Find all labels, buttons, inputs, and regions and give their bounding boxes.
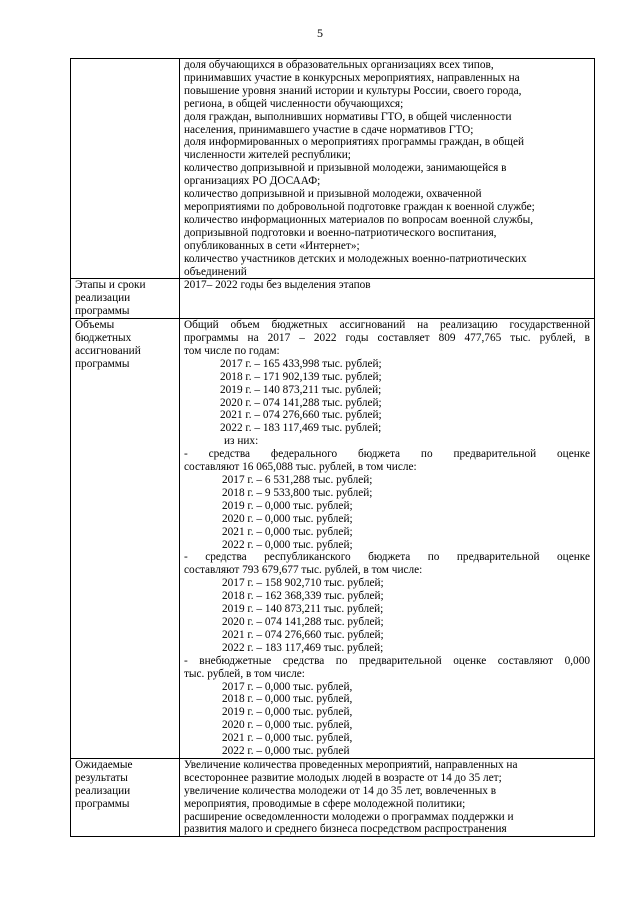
text-line: тыс. рублей, в том числе:: [184, 667, 305, 680]
row-label-empty: [71, 59, 180, 279]
year-amount-line: 2019 г. – 0,000 тыс. рублей,: [222, 706, 353, 719]
text-line: - средства федерального бюджета по предварительной оценке: [184, 448, 590, 461]
row-label-budget: [71, 319, 180, 759]
text-line: организациях РО ДОСААФ;: [184, 175, 321, 188]
results-content: [180, 758, 595, 836]
row-label-stages: [71, 279, 180, 319]
text-line: численности жителей республики;: [184, 149, 351, 162]
year-amount-line: 2020 г. – 0,000 тыс. рублей,: [222, 719, 353, 732]
label-line: реализации: [75, 784, 131, 797]
text-line: количество допризывной и призывной молодежи, занимающейся в: [184, 162, 507, 175]
text-line: Общий объем бюджетных ассигнований на реализацию государственной: [184, 319, 590, 332]
text-line: региона, в общей численности обучающихся;: [184, 97, 404, 110]
year-amount-line: 2017 г. – 165 433,998 тыс. рублей;: [220, 357, 382, 370]
year-amount-line: 2022 г. – 183 117,469 тыс. рублей;: [220, 422, 382, 435]
text-line: допризывной подготовки и военно-патриотического воспитания,: [184, 226, 497, 239]
text-line: принимавших участие в конкурсных мероприятиях, направленных на: [184, 71, 520, 84]
table-row-indicators: [71, 59, 595, 279]
year-amount-line: 2019 г. – 140 873,211 тыс. рублей;: [222, 603, 384, 616]
table-row-results: [71, 758, 595, 836]
text-line: объединений: [184, 265, 247, 278]
text-line: повышение уровня знаний истории и культуры России, своего города,: [184, 84, 522, 97]
text-line: населения, принимавшего участие в сдаче нормативов ГТО;: [184, 123, 474, 136]
year-amount-line: 2018 г. – 162 368,339 тыс. рублей;: [222, 590, 384, 603]
label-line: бюджетных: [75, 332, 132, 345]
year-amount-line: 2022 г. – 183 117,469 тыс. рублей;: [222, 641, 384, 654]
text-line: - средства республиканского бюджета по предварительной оценке: [184, 551, 590, 564]
text-line: мероприятия, проводимые в сфере молодежной политики;: [184, 797, 466, 810]
year-amount-line: 2017 г. – 0,000 тыс. рублей,: [222, 680, 353, 693]
year-amount-line: 2021 г. – 074 276,660 тыс. рублей;: [220, 409, 382, 422]
of-them-label: из них:: [224, 435, 259, 448]
label-line: Объемы: [75, 319, 115, 332]
year-amount-line: 2021 г. – 074 276,660 тыс. рублей;: [222, 628, 384, 641]
year-amount-line: 2017 г. – 6 531,288 тыс. рублей;: [222, 474, 373, 486]
year-amount-line: 2017 г. – 158 902,710 тыс. рублей;: [222, 577, 384, 590]
label-line: реализации: [75, 292, 131, 305]
text-line: 2017– 2022 годы без выделения этапов: [184, 279, 371, 292]
label-line: Этапы и сроки: [75, 279, 146, 292]
stages-content: [180, 279, 595, 319]
year-amount-line: 2021 г. – 0,000 тыс. рублей,: [222, 732, 353, 745]
text-line: доля граждан, выполнивших нормативы ГТО, в общей численности: [184, 110, 512, 123]
text-line: программы на 2017 – 2022 годы составляет 809 477,765 тыс. рублей, в: [184, 332, 590, 345]
text-line: составляют 16 065,088 тыс. рублей, в том числе:: [184, 461, 417, 474]
label-line: Ожидаемые: [75, 758, 133, 771]
text-line: Увеличение количества проведенных мероприятий, направленных на: [184, 758, 518, 771]
text-line: количество допризывной и призывной молодежи, охваченной: [184, 188, 482, 201]
year-amount-line: 2020 г. – 0,000 тыс. рублей;: [222, 512, 353, 525]
budget-content: [180, 319, 595, 759]
text-line: увеличение количества молодежи от 14 до 35 лет, вовлеченных в: [184, 784, 497, 797]
year-amount-line: 2022 г. – 0,000 тыс. рублей: [222, 745, 350, 758]
table-row-stages: [71, 279, 595, 319]
text-line: расширение осведомленности молодежи о программах поддержки и: [184, 810, 514, 823]
year-amount-line: 2019 г. – 0,000 тыс. рублей;: [222, 499, 353, 512]
label-line: программы: [75, 797, 130, 810]
year-amount-line: 2018 г. – 9 533,800 тыс. рублей;: [222, 486, 373, 499]
page-number: 5: [317, 26, 323, 40]
year-amount-line: 2020 г. – 074 141,288 тыс. рублей;: [220, 396, 382, 409]
text-line: доля информированных о мероприятиях программы граждан, в общей: [184, 136, 525, 149]
program-passport-table: [70, 58, 595, 837]
year-amount-line: 2021 г. – 0,000 тыс. рублей;: [222, 525, 353, 538]
text-line: опубликованных в сети «Интернет»;: [184, 239, 360, 252]
text-line: том числе по годам:: [184, 344, 280, 357]
label-line: программы: [75, 305, 130, 318]
text-line: мероприятиями по добровольной подготовке граждан к военной службе;: [184, 200, 535, 213]
year-amount-line: 2020 г. – 074 141,288 тыс. рублей;: [222, 615, 384, 628]
text-line: доля обучающихся в образовательных организациях всех типов,: [184, 59, 494, 71]
text-line: всестороннее развитие молодых людей в возрасте от 14 до 35 лет;: [184, 771, 502, 784]
year-amount-line: 2019 г. – 140 873,211 тыс. рублей;: [220, 383, 382, 396]
text-line: составляют 793 679,677 тыс. рублей, в том числе:: [184, 564, 423, 577]
label-line: программы: [75, 357, 130, 370]
table-row-budget: [71, 319, 595, 759]
label-line: результаты: [75, 771, 128, 784]
year-amount-line: 2018 г. – 0,000 тыс. рублей,: [222, 693, 353, 706]
indicators-list: [180, 59, 595, 279]
row-label-results: [71, 758, 180, 836]
text-line: - внебюджетные средства по предварительной оценке составляют 0,000: [184, 654, 590, 667]
text-line: количество информационных материалов по вопросам военной службы,: [184, 213, 534, 226]
text-line: количество участников детских и молодежных военно-патриотических: [184, 252, 527, 265]
year-amount-line: 2018 г. – 171 902,139 тыс. рублей;: [220, 370, 382, 383]
text-line: развития малого и среднего бизнеса посредством распространения: [184, 823, 507, 836]
label-line: ассигнований: [75, 344, 141, 357]
year-amount-line: 2022 г. – 0,000 тыс. рублей;: [222, 538, 353, 551]
